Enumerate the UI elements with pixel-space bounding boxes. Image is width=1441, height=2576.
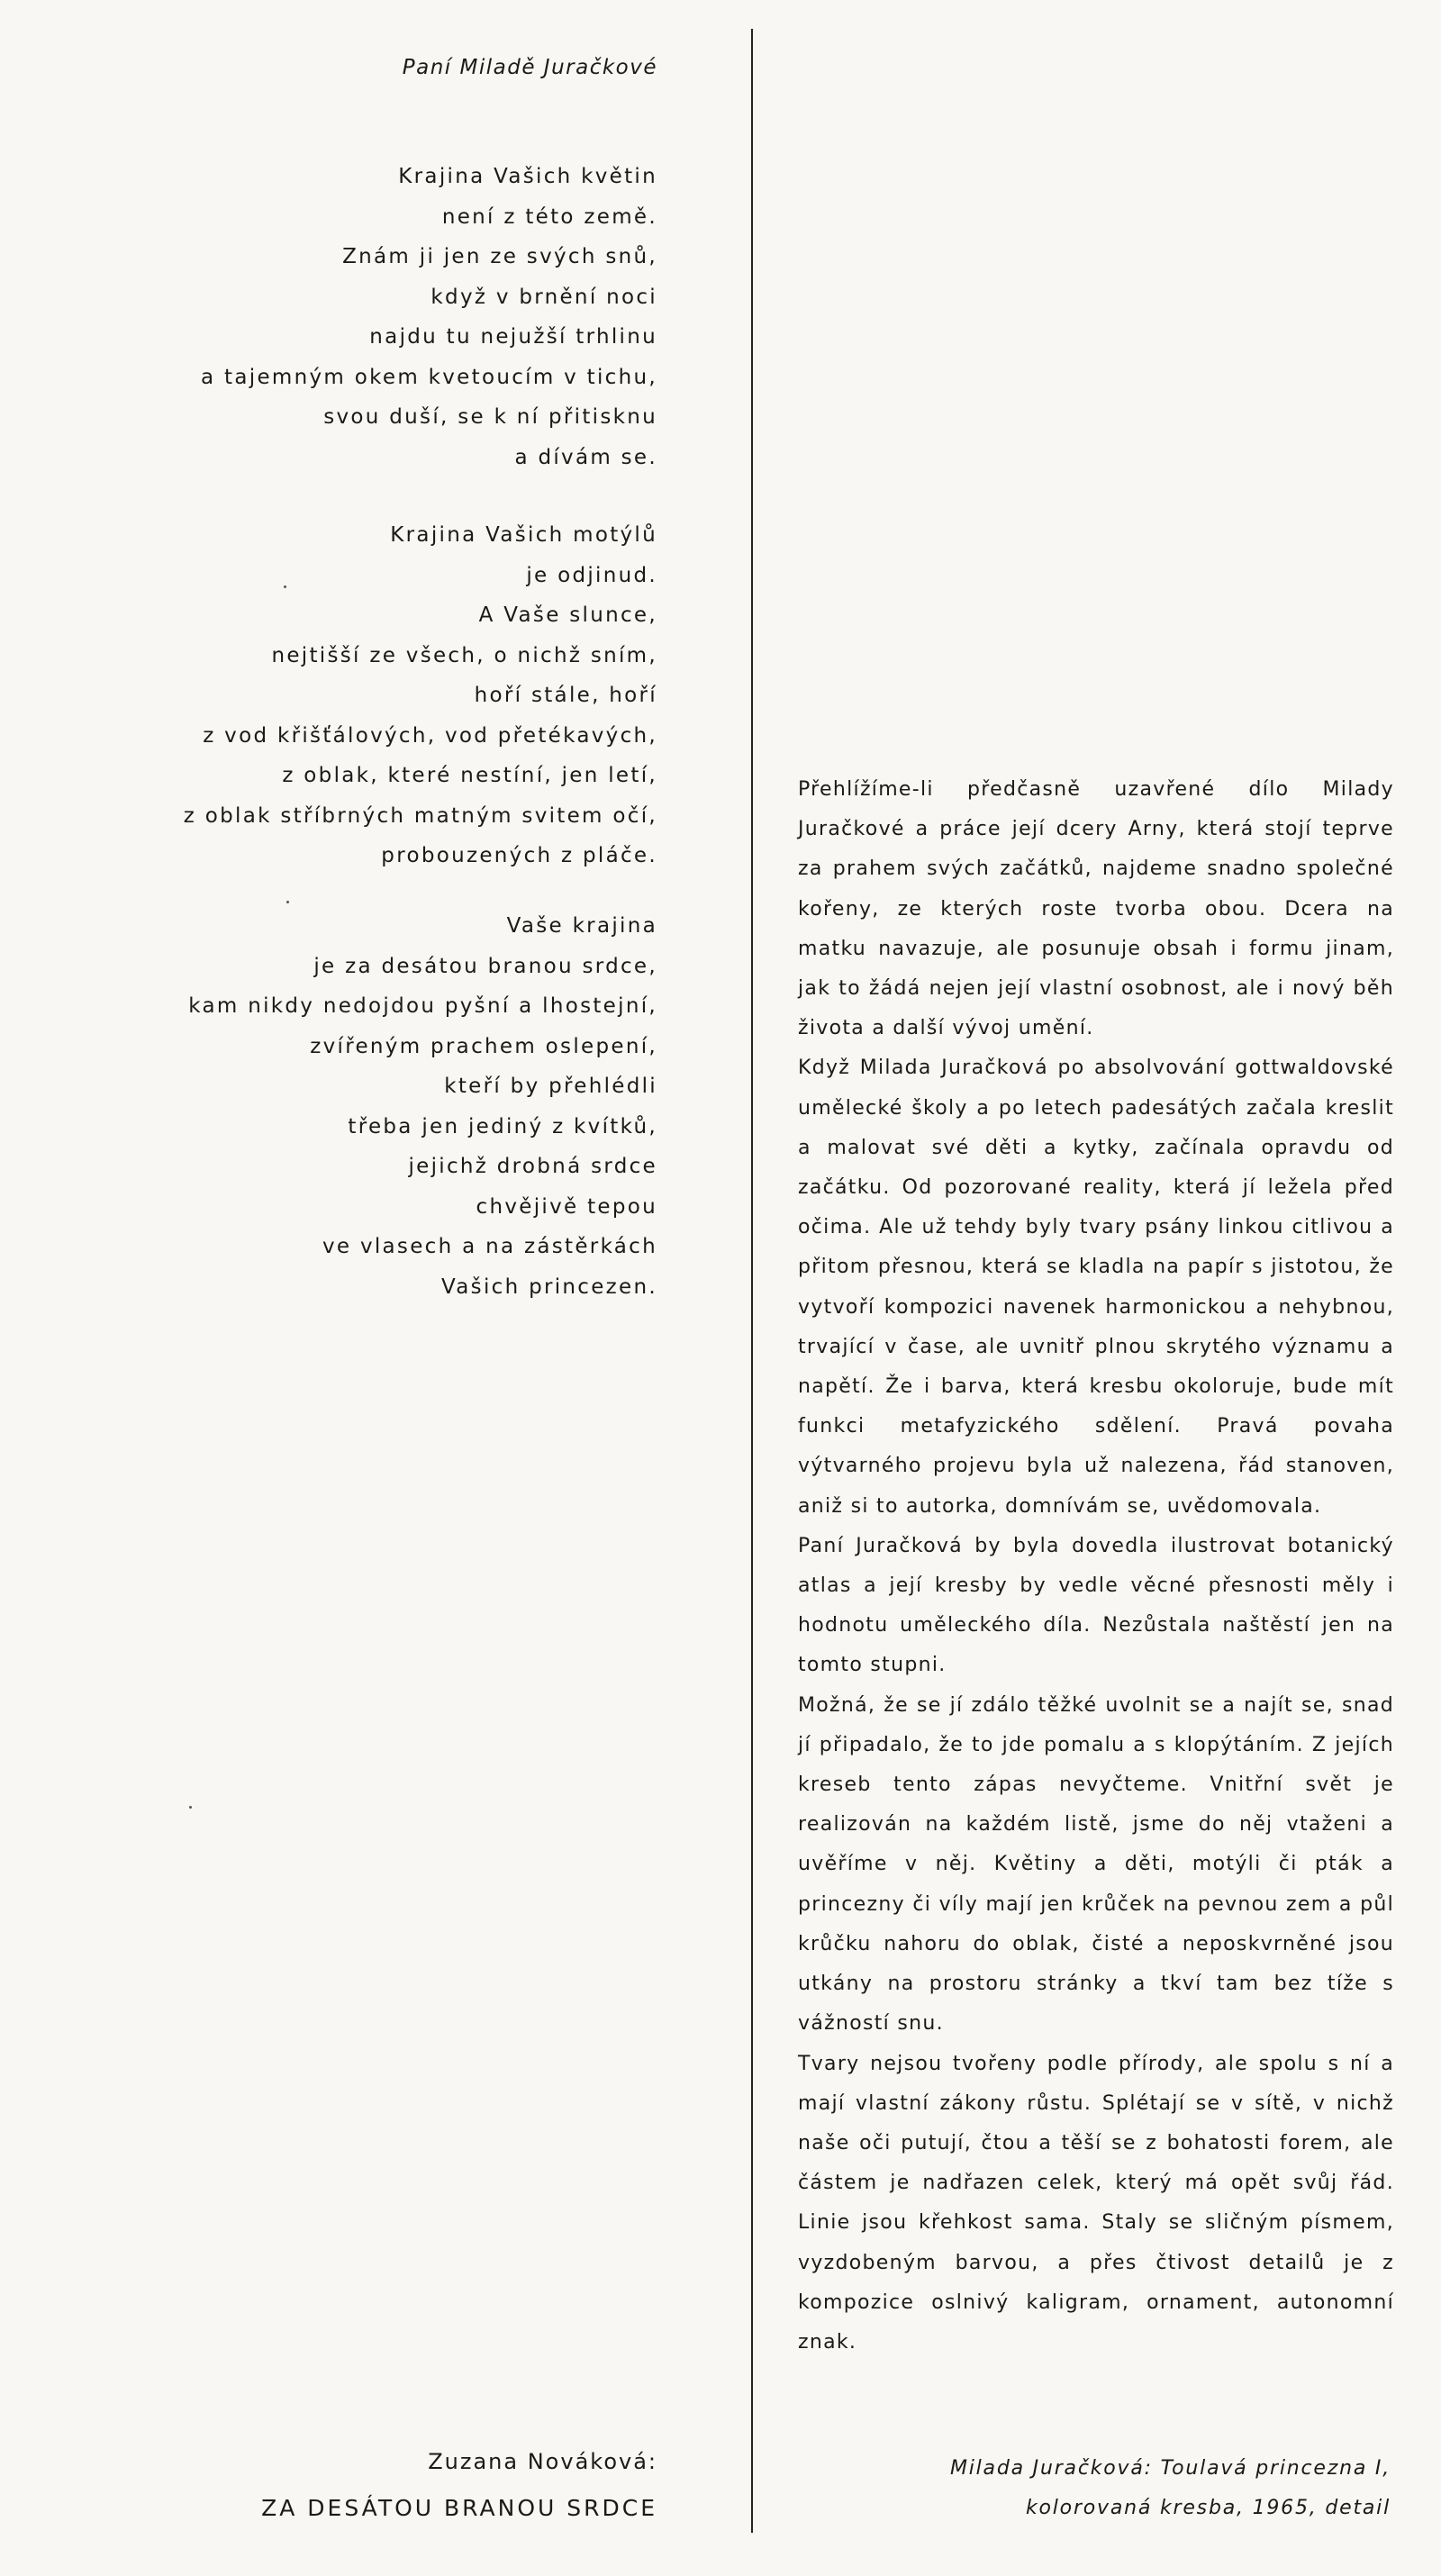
- poem-line: najdu tu nejužší trhlinu: [369, 325, 657, 349]
- poem-line: zvířeným prachem oslepení,: [310, 1034, 657, 1058]
- article-title: ZA DESÁTOU BRANOU SRDCE: [261, 2495, 657, 2521]
- poem-line: z vod křišťálových, vod přetékavých,: [203, 723, 657, 748]
- image-caption: [793, 2449, 1391, 2528]
- essay-paragraph: Přehlížíme-li předčasně uzavřené dílo Milady Juračkové a práce její dcery Arny, která stojí teprve za prahem svých začátků, najdeme snadno společné kořeny, ze kterých roste tvorba obou. Dcera na matku navazuje, ale posunuje obsah i formu jinam, jak to žádá nejen její vlastní osobnost, ale i nový běh života a další vývoj umění.: [798, 778, 1394, 1040]
- poem-line: kteří by přehlédli: [444, 1075, 657, 1098]
- essay-paragraph: Paní Juračková by byla dovedla ilustrovat botanický atlas a její kresby by vedle věcné přesnosti měly i hodnotu uměleckého díla. Nezůstala naštěstí jen na tomto stupni.: [798, 1534, 1394, 1677]
- author-block: [36, 2442, 657, 2535]
- poem-line: třeba jen jediný z kvítků,: [348, 1114, 657, 1138]
- poem-line: Vaše krajina: [506, 914, 657, 938]
- print-speck: [284, 585, 286, 588]
- poem-line: když v brnění noci: [430, 285, 657, 309]
- dedication: Paní Miladě Juračkové: [402, 56, 657, 79]
- poem-line: svou duší, se k ní přitisknu: [323, 405, 657, 429]
- caption-line: kolorovaná kresba, 1965, detail: [1025, 2497, 1391, 2519]
- essay-paragraph: Když Milada Juračková po absolvování gottwaldovské umělecké školy a po letech padesátých začala kreslit a malovat své děti a kytky, začínala opravdu od začátku. Od pozorované reality, která jí ležela před očima. Ale už tehdy byly tvary psány linkou citlivou a přitom přesnou, která se kladla na papír s jistotou, že vytvoří kompozici navenek harmonickou a nehybnou, trvající v čase, ale uvnitř plnou skrytého významu a napětí. Že i barva, která kresbu okoloruje, bude mít funkci metafyzického sdělení. Pravá povaha výtvarného projevu byla už nalezena, řád stanoven, aniž si to autorka, domnívám se, uvědomovala.: [798, 1057, 1394, 1518]
- poem-stanza: [36, 515, 657, 876]
- poem-line: je odjinud.: [526, 563, 657, 587]
- poem-line: A Vaše slunce,: [478, 603, 657, 627]
- poem-line: kam nikdy nedojdou pyšní a lhostejní,: [188, 994, 657, 1018]
- poem-line: z oblak, které nestíní, jen letí,: [282, 764, 657, 787]
- author-name: Zuzana Nováková:: [428, 2449, 657, 2474]
- poem-line: Vašich princezen.: [441, 1274, 657, 1299]
- poem-line: nejtišší ze všech, o nichž sním,: [271, 643, 657, 667]
- poem-line: chvějivě tepou: [476, 1194, 657, 1219]
- poem-stanza: [36, 906, 657, 1307]
- poem-line: ve vlasech a na zástěrkách: [322, 1235, 657, 1258]
- poem-line: probouzených z pláče.: [381, 844, 657, 867]
- caption-line: Milada Juračková: Toulavá princezna I,: [949, 2457, 1391, 2480]
- poem-line: Znám ji jen ze svých snů,: [342, 245, 657, 268]
- print-speck: [189, 1806, 192, 1809]
- essay-text: [798, 770, 1394, 2363]
- poem-line: hoří stále, hoří: [474, 684, 657, 707]
- poem-line: jejichž drobná srdce: [408, 1155, 657, 1178]
- column-divider: [751, 29, 753, 2533]
- essay-paragraph: Možná, že se jí zdálo těžké uvolnit se a najít se, snad jí připadalo, že to jde pomalu a s klopýtáním. Z jejích kreseb tento zápas nevyčteme. Vnitřní svět je realizován na každém listě, jsme do něj vtaženi a uvěříme v něj. Květiny a děti, motýli či pták a princezny či víly mají jen krůček na pevnou zem a půl krůčku nahoru do oblak, čisté a neposkvrněné jsou utkány na prostoru stránky a tkví tam bez tíže s vážností snu.: [798, 1693, 1394, 2036]
- poem-line: není z této země.: [441, 204, 657, 229]
- poem-line: a tajemným okem kvetoucím v tichu,: [201, 365, 657, 389]
- poem-stanza: [36, 157, 657, 477]
- poem-line: a dívám se.: [514, 445, 657, 469]
- essay-paragraph: Tvary nejsou tvořeny podle přírody, ale spolu s ní a mají vlastní zákony růstu. Splétají se v sítě, v nichž naše oči putují, čtou a těší se z bohatosti forem, ale částem je nadřazen celek, který má opět svůj řád. Linie jsou křehkost sama. Staly se sličným písmem, vyzdobeným barvou, a přes čtivost detailů je z kompozice oslnivý kaligram, ornament, autonomní znak.: [798, 2052, 1394, 2354]
- print-speck: [286, 901, 289, 903]
- poem-line: Krajina Vašich motýlů: [390, 523, 657, 547]
- poem-line: z oblak stříbrných matným svitem očí,: [183, 803, 657, 828]
- poem-line: je za desátou branou srdce,: [313, 954, 657, 978]
- poem-line: Krajina Vašich květin: [398, 165, 657, 188]
